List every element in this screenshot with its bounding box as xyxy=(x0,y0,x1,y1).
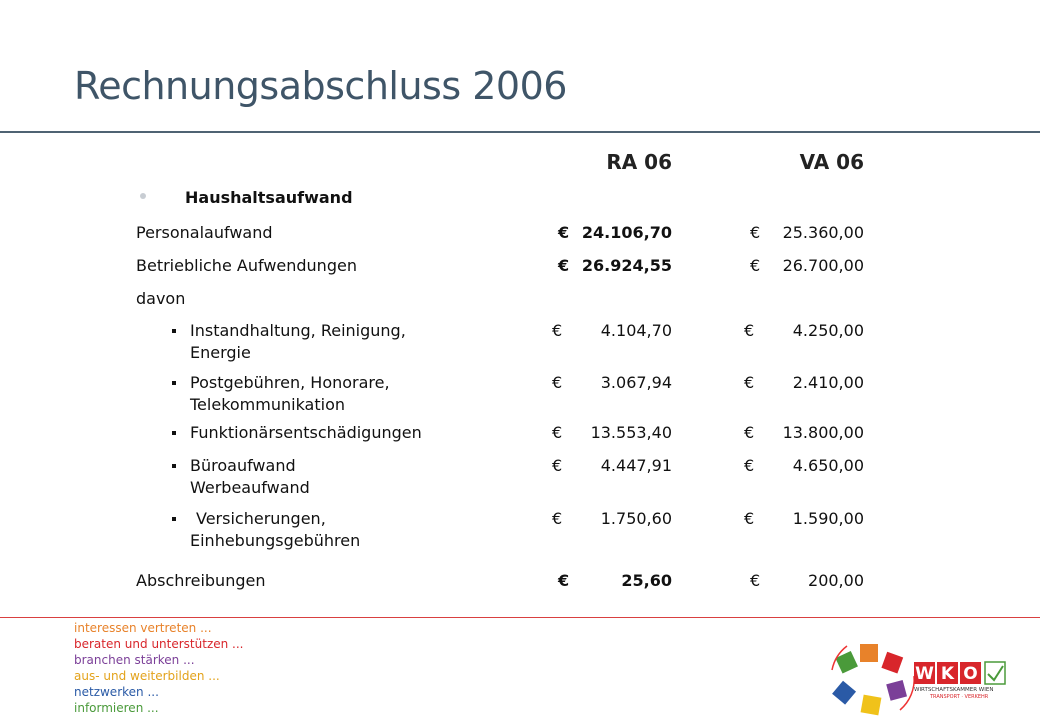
title-divider xyxy=(0,131,1040,133)
slogan-list xyxy=(74,620,243,716)
currency-symbol: € xyxy=(744,456,755,475)
va-amount: 26.700,00 xyxy=(782,256,864,275)
currency-symbol: € xyxy=(552,423,563,442)
ra-amount: 3.067,94 xyxy=(600,373,672,392)
va-amount: 1.590,00 xyxy=(792,509,864,528)
row-label: Betriebliche Aufwendungen xyxy=(136,256,357,275)
va-amount: 25.360,00 xyxy=(782,223,864,242)
row-label: Personalaufwand xyxy=(136,223,273,242)
slogan-item: interessen vertreten ... xyxy=(74,621,212,635)
currency-symbol: € xyxy=(552,456,563,475)
currency-symbol: € xyxy=(558,256,570,275)
va-amount: 4.650,00 xyxy=(792,456,864,475)
va-amount: 200,00 xyxy=(808,571,864,590)
currency-symbol: € xyxy=(750,223,761,242)
row-label: Büroaufwand xyxy=(190,456,296,475)
logo-squares-icon xyxy=(832,644,914,715)
column-header-va: VA 06 xyxy=(799,150,864,174)
currency-symbol: € xyxy=(744,509,755,528)
currency-symbol: € xyxy=(552,321,563,340)
slogan-item: aus- und weiterbilden ... xyxy=(74,669,220,683)
logo-subtitle: TRANSPORT · VERKEHR xyxy=(930,694,989,700)
logo-letter: W xyxy=(915,664,934,684)
currency-symbol: € xyxy=(552,373,563,392)
ra-amount: 26.924,55 xyxy=(581,256,672,275)
bullet-icon xyxy=(140,193,146,199)
row-label: Abschreibungen xyxy=(136,571,266,590)
va-amount: 13.800,00 xyxy=(782,423,864,442)
row-label: Versicherungen, xyxy=(196,509,326,528)
currency-symbol: € xyxy=(750,256,761,275)
va-amount: 4.250,00 xyxy=(792,321,864,340)
row-label-continuation: Energie xyxy=(190,343,251,362)
square-bullet-icon xyxy=(172,431,176,435)
footer-divider xyxy=(0,617,1040,618)
row-label: Postgebühren, Honorare, xyxy=(190,373,390,392)
row-label: Funktionärsentschädigungen xyxy=(190,423,422,442)
currency-symbol: € xyxy=(558,223,570,242)
slogan-item: netzwerken ... xyxy=(74,685,159,699)
logo-letter: K xyxy=(940,664,955,684)
row-label: Instandhaltung, Reinigung, xyxy=(190,321,406,340)
currency-symbol: € xyxy=(744,321,755,340)
ra-amount: 4.104,70 xyxy=(600,321,672,340)
square-bullet-icon xyxy=(172,329,176,333)
section-heading: Haushaltsaufwand xyxy=(185,188,353,207)
currency-symbol: € xyxy=(744,423,755,442)
row-label-continuation: Telekommunikation xyxy=(190,395,346,414)
currency-symbol: € xyxy=(750,571,761,590)
page-title: Rechnungsabschluss 2006 xyxy=(74,64,567,108)
logo-letter: O xyxy=(963,664,978,684)
square-bullet-icon xyxy=(172,517,176,521)
square-bullet-icon xyxy=(172,464,176,468)
slogan-item: beraten und unterstützen ... xyxy=(74,637,244,651)
va-amount: 2.410,00 xyxy=(792,373,864,392)
logo-subtitle: WIRTSCHAFTSKAMMER WIEN xyxy=(914,687,994,693)
currency-symbol: € xyxy=(558,571,570,590)
square-bullet-icon xyxy=(172,381,176,385)
wko-logo xyxy=(822,640,1017,718)
row-label-continuation: Werbeaufwand xyxy=(190,478,310,497)
ra-amount: 24.106,70 xyxy=(581,223,672,242)
row-label-continuation: Einhebungsgebühren xyxy=(190,531,361,550)
row-label: davon xyxy=(136,289,186,308)
slogan-item: informieren ... xyxy=(74,701,159,715)
currency-symbol: € xyxy=(744,373,755,392)
slogan-item: branchen stärken ... xyxy=(74,653,195,667)
currency-symbol: € xyxy=(552,509,563,528)
ra-amount: 4.447,91 xyxy=(600,456,672,475)
column-header-ra: RA 06 xyxy=(606,150,672,174)
ra-amount: 13.553,40 xyxy=(590,423,672,442)
ra-amount: 25,60 xyxy=(621,571,672,590)
ra-amount: 1.750,60 xyxy=(600,509,672,528)
